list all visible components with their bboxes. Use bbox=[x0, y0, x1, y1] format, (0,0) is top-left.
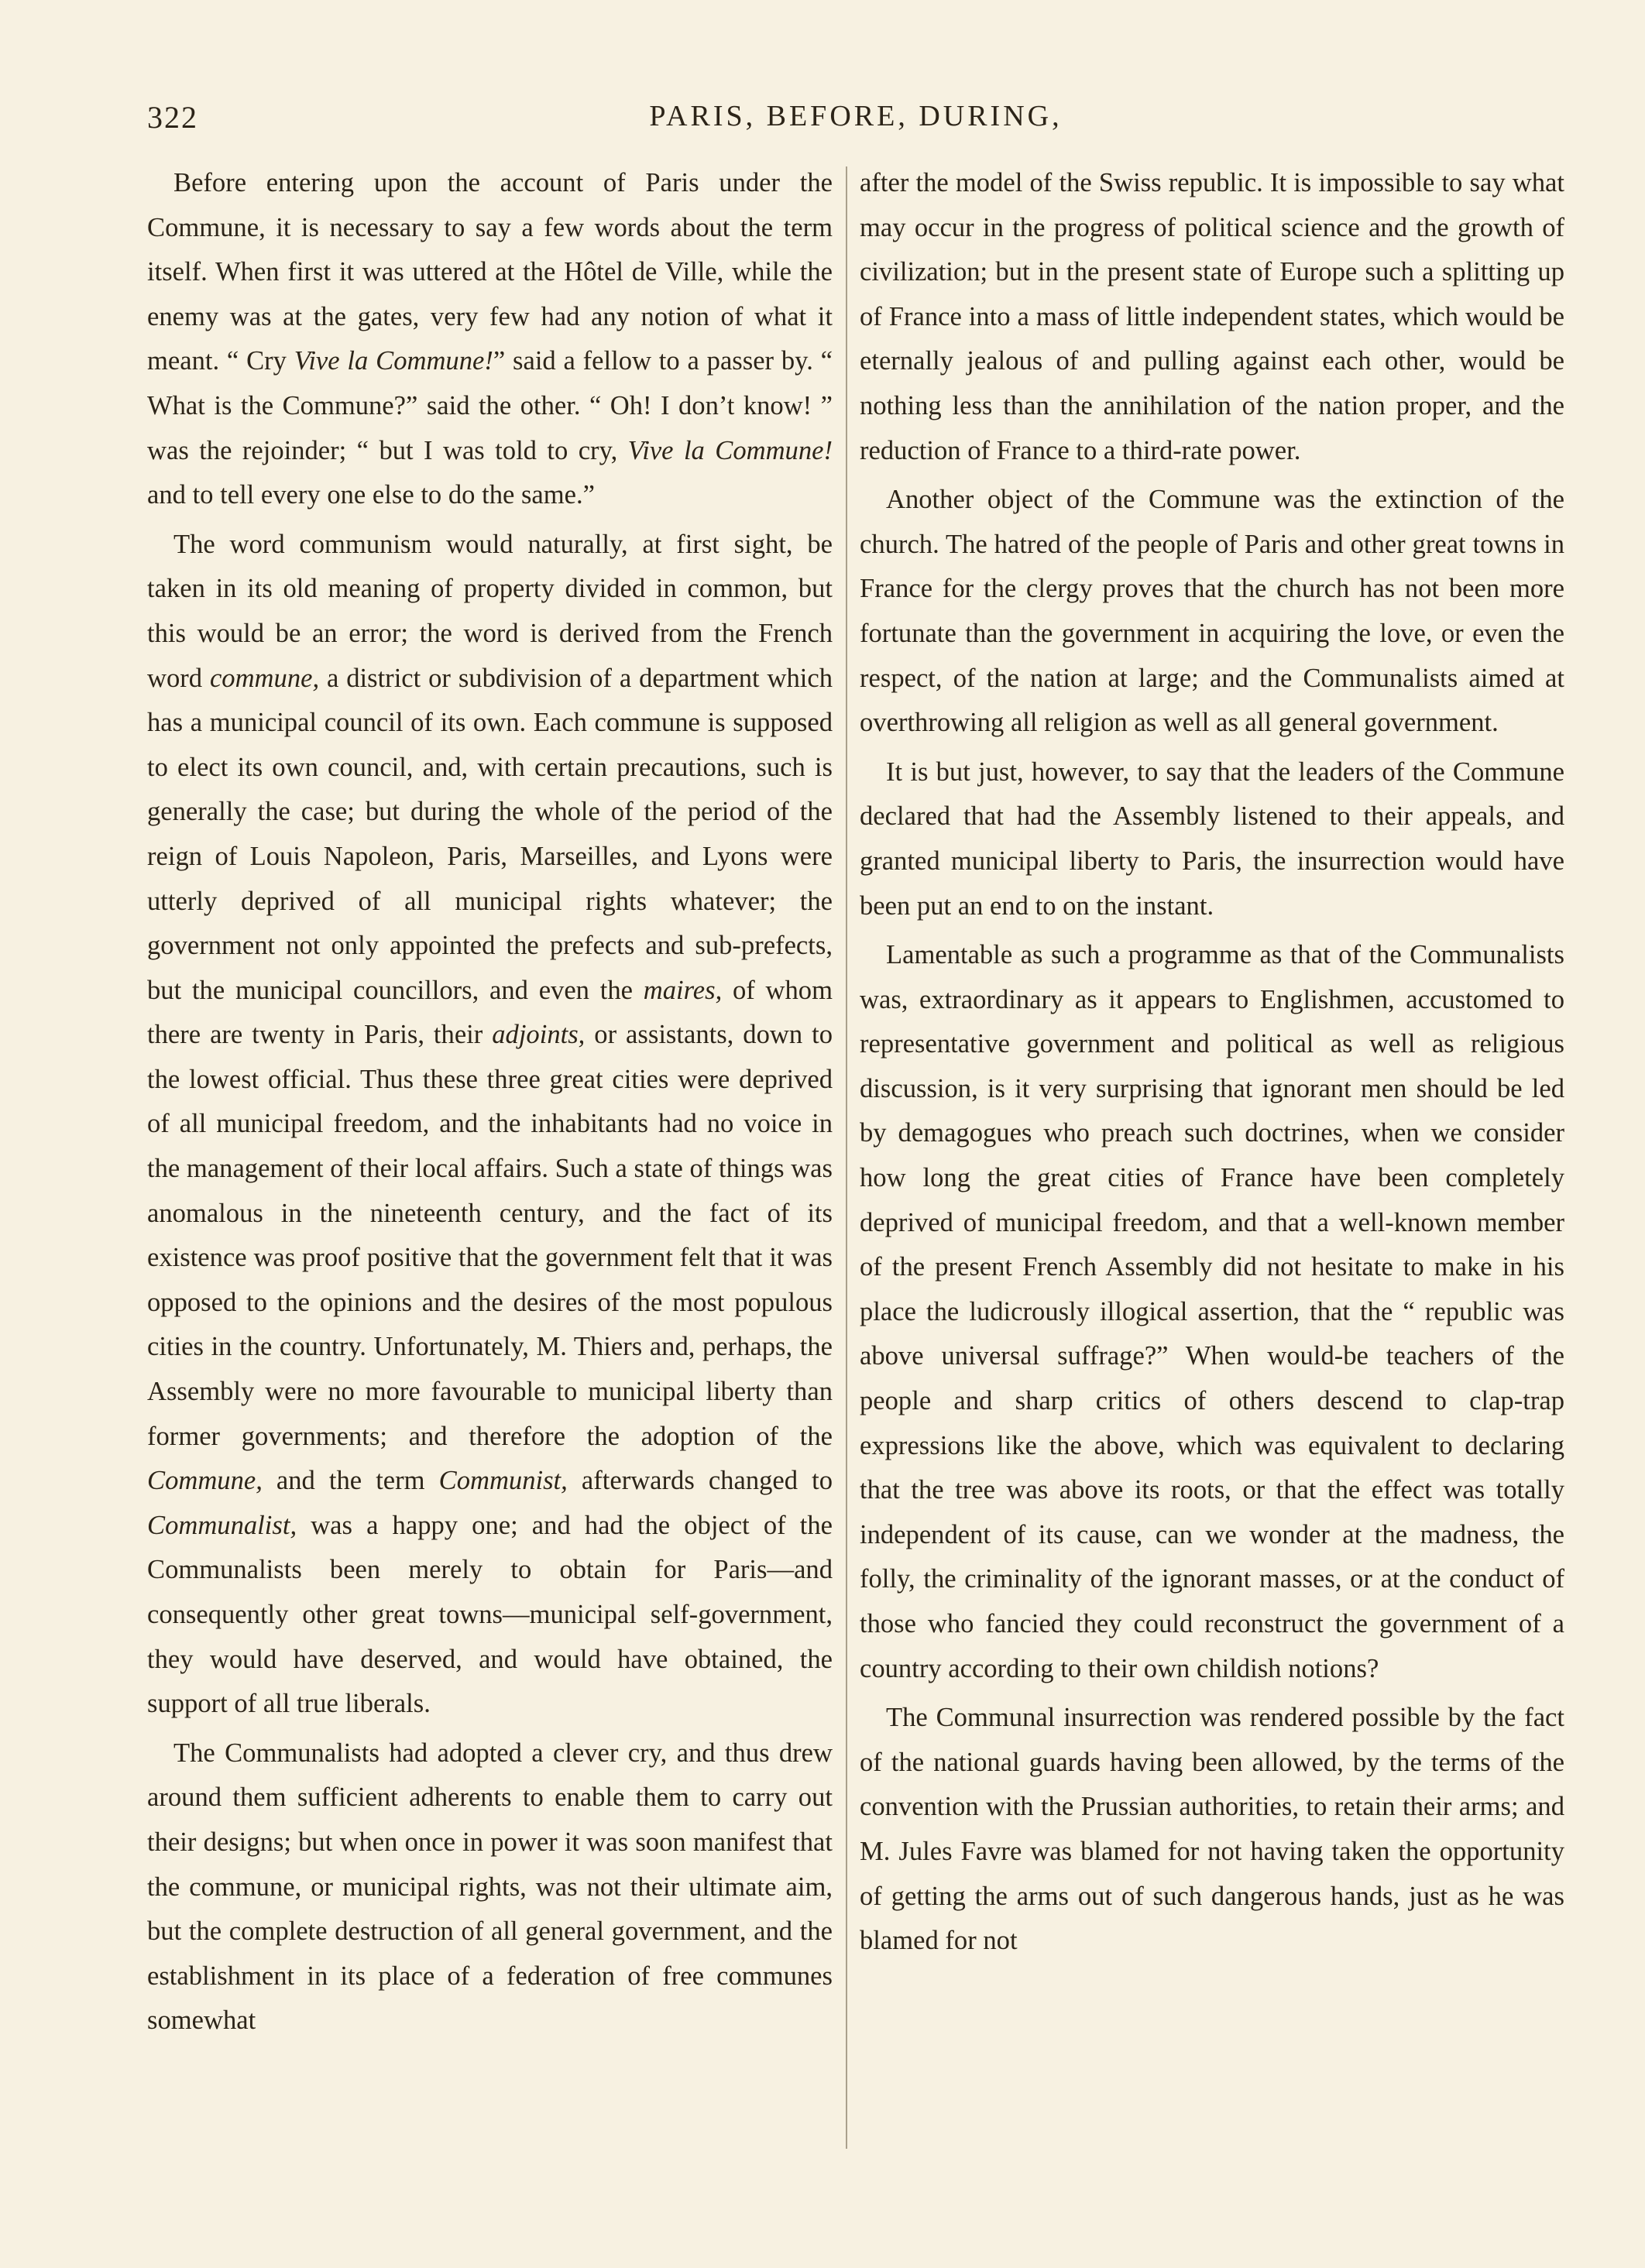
italic-run: Communalist, bbox=[147, 1510, 297, 1540]
text-run: ” said a fellow to a passer by. “ What is the Commune?” said the other. “ Oh! I don’t know! ” was the rejoinder; “ but I was told to cry, bbox=[147, 346, 833, 465]
right-column bbox=[860, 161, 1564, 1964]
right-paragraph-4: Lamentable as such a programme as that of the Communalists was, extraordinary as it appears to Englishmen, accustomed to representative government and political as well as religious discussion, is it very surprising that ignorant men should be led by demagogues who preach such doctrines, when we consider how long the great cities of France have been completely deprived of municipal freedom, and that a well-known member of the present French Assembly did not hesitate to make in his place the ludicrously illogical assertion, that the “ republic was above universal suffrage?” When would-be teachers of the people and sharp critics of others descend to clap-trap expressions like the above, which was equivalent to declaring that the tree was above its roots, or that the effect was totally independent of its cause, can we wonder at the madness, the folly, the criminality of the ignorant masses, or at the conduct of those who fancied they could reconstruct the government of a country according to their own childish notions? bbox=[860, 940, 1564, 1683]
right-paragraph-1: after the model of the Swiss republic. It is impossible to say what may occur in the progress of political science and the growth of civilization; but in the present state of Europe such a splitting up of France into a mass of little independent states, which would be eternally jealous of and pulling against each other, would be nothing less than the annihilation of the nation proper, and the reduction of France to a third-rate power. bbox=[860, 168, 1564, 465]
italic-run: commune, bbox=[209, 663, 320, 693]
left-paragraph-3: The Communalists had adopted a clever cry, and thus drew around them sufficient adherents to enable them to carry out their designs; but when once in power it was soon manifest that the commune, or municipal rights, was not their ultimate aim, but the complete destruction of all general government, and the establishment in its place of a federation of free communes somewhat bbox=[147, 1738, 833, 2036]
italic-run: Vive la Commune! bbox=[294, 346, 493, 376]
italic-run: Communist, bbox=[438, 1466, 568, 1496]
text-run: a district or subdivision of a department which has a municipal council of its own. Each commune is supposed to elect its own council, and, with certain precautions, such is generally the case; but during the whole of the period of the reign of Louis Napoleon, Paris, Marseilles, and Lyons were utterly deprived of all municipal rights whatever; the government not only appointed the prefects and sub-prefects, but the municipal councillors, and even the bbox=[147, 663, 833, 1005]
right-paragraph-5: The Communal insurrection was rendered possible by the fact of the national guards having been allowed, by the terms of the convention with the Prussian authorities, to retain their arms; and M. Jules Favre was blamed for not having taken the opportunity of getting the arms out of such dangerous hands, just as he was blamed for not bbox=[860, 1703, 1564, 1956]
italic-run: adjoints, bbox=[492, 1020, 586, 1050]
column-divider bbox=[846, 166, 847, 2149]
left-paragraph-1 bbox=[147, 161, 833, 518]
text-run: or assistants, down to the lowest official. Thus these three great cities were deprived of all municipal freedom, and the inhabitants had no voice in the management of their local affairs. Such a state of things was anomalous in the nineteenth century, and the fact of its existence was proof positive that the government felt that it was opposed to the opinions and the desires of the most populous cities in the country. Unfortunately, M. Thiers and, perhaps, the Assembly were no more favourable to municipal liberty than former governments; and therefore the adoption of the bbox=[147, 1020, 833, 1451]
italic-run: Commune, bbox=[147, 1466, 263, 1496]
page-number: 322 bbox=[147, 100, 198, 135]
text-run: The word communism would naturally, at first sight, be taken in its old meaning of property divided in common, but this would be an error; the word is derived from the French word bbox=[147, 529, 833, 693]
right-paragraph-2: Another object of the Commune was the extinction of the church. The hatred of the people of Paris and other great towns in France for the clergy proves that the church has not been more fortunate than the government in acquiring the love, or even the respect, of the nation at large; and the Communalists aimed at overthrowing all religion as well as all general government. bbox=[860, 485, 1564, 738]
text-run: and the term bbox=[262, 1466, 439, 1496]
italic-run: maires, bbox=[643, 975, 723, 1005]
running-head: PARIS, BEFORE, DURING, bbox=[649, 100, 1063, 132]
left-column bbox=[147, 161, 833, 2043]
page-header bbox=[147, 99, 1564, 153]
text-run: Before entering upon the account of Paris under the Commune, it is necessary to say a few words about the term itself. When first it was uttered at the Hôtel de Ville, while the enemy was at the gates, very few had any notion of what it meant. “ Cry bbox=[147, 168, 833, 376]
text-run: afterwards changed to bbox=[567, 1466, 833, 1496]
italic-run: Vive la Commune! bbox=[627, 435, 833, 465]
text-run: of whom there are twenty in Paris, their bbox=[147, 975, 833, 1050]
text-run: was a happy one; and had the object of the Communalists been merely to obtain for Paris—and consequently other great towns—municipal self-government, they would have deserved, and would have obtained, the support of all true liberals. bbox=[147, 1510, 833, 1719]
left-paragraph-2 bbox=[147, 523, 833, 1727]
text-run: and to tell every one else to do the same.” bbox=[147, 480, 596, 510]
right-paragraph-3: It is but just, however, to say that the leaders of the Commune declared that had the Assembly listened to their appeals, and granted municipal liberty to Paris, the insurrection would have been put an end to on the instant. bbox=[860, 757, 1564, 921]
